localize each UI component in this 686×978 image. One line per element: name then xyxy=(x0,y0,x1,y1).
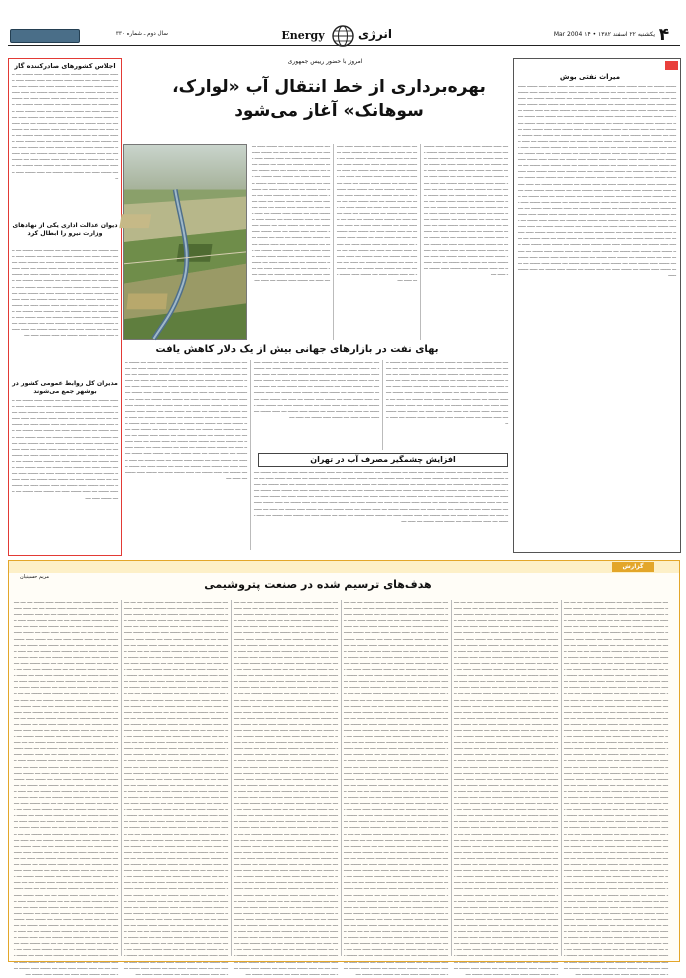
column-rule xyxy=(561,600,562,956)
column-rule xyxy=(231,600,232,956)
sub-headline: بهای نفت در بازارهای جهانی بیش از یک دلار کاهش یافت xyxy=(155,344,439,355)
right-column-body: ــــــــ ــــــــ ــــ ــــــ ــــــــ ــــــ ــــــــ ــــــ ــــــــ ــــــ ــــ ــــــــ ــــــ ــــــ ــــــــ ــــــ ــــــــ ــــ ــــــــ ــــــ ــــــــ ــــــ ــــ ــــــــ ــــــ ــــــــ ــــــ ــــــــ ــــ ــــــــ ــــــ ــــــــ ــــ ــــــ ــــــــ ــــــ ــــــــ ــــ ــــــــ ــــــ ــــ ــــــ ــــــــ ــــ ــــــــ ــــــ ــــــــ ــــ ــــــ ــــــــ ــــــ ــــــ ــــــــ ــــــ ــــــــ ــــ ــــــــ ــــــ ــــــــ ــــــ ــــ ــــــــ ــــــ ــــــــ ــــــ ــــــــ ــــ ــــــــ ــــــ ــــــــ ــــ ــــــ ــــــــ ــــــ ــــــــ ــــ ــــــــ ــــــ ــــ ــــــ ــــــــ ــــ ــــــــ ــــــ ــــــــ ــــ ــــــ ــــــــ ــــــ ــــــ ــــــــ ــــــ ــــــــ ــــ ــــــــ ــــــ ــــــــ ــــــ ــــ ــــــــ ــــــ ــــــــ ــــــ ــــــــ ــــ ــــــــ ــــــ ــــــــ ــــ ــــــ ــــــــ ــــــ ــــــــ ــــ ــــــــ ــــــ ــــ ــــــ ــــــــ ــــ ــــــــ ــــــ ــــــــ ــــ ــــــ ــــــــ ــــــ ــــــ ــــــــ ــــــ ــــــــ ــــ ــــــــ ــــــ ــــــــ ــــــ ــــ ــــــــ ــــــ ــــــــ ــــــ ــــــــ ــــ ــــــــ ــــــ ــــــــ ــــ ــــــ ــــــــ ــــــ ــــــــ ــــ ــــــــ ــــــ ــــ ــــــ ــــــــ ــــ ــــــــ ــــــ ــــــــ ــــ ــــــ ــــــــ ــــــ ــــــ ــــــــ ــــــ ــــــــ ــــ ــــــــ ــــــ ــــــــ ــــــ ــــ ــــــــ ــــــ ــــــــ ــــــ ــــــــ ــــ ــــــــ ــــــ ــــــــ ــــ ــــــ ــــــــ ــــــ ــــــــ ــــ ــــــــ ــــــ ــــ ــــــ ــــــــ ــــ ــــــــ ــــــ ــــــــ ــــ ــــــ ــــــــ ــــــ ــــــ ــــــــ ــــــ ــــــــ ــــ ــــــــ ــــــ ــــــــ ــــــ ــــ ــــــــ ــــــ ــــــــ ــــــ ــــــــ ــــ ــــــــ ــــــ ــــــــ ــــ ــــــ ــــــــ ــــــ ــــــــ ــــ ــــــــ ــــــ ــــ ــــــ ــــــــ ــــ ــــــــ ــــــ ــــــــ ــــ ــــــ ــــــــ ــــــ ــــــ ــــــــ ــــــ ــــــــ ــــ ــــــــ ــــــ ــــــــ ــــــ ــــ ــــــــ ــــــ ــــــــ ــــــ ــــــــ ــــ ــــــــ ــــــ ــــــــ ــــ ــــــ ــــــــ ــــــ ــــــــ ــــ ــــــــ ــــــ ــــ ــــــ ــــــــ ــــ ــــــــ ــــــ ــــــــ ــــ ــــــ ــــــــ ــــــ ــــــ ــــــــ ــــــ ــــــــ ــــ ــــــــ ــــــ ــــــــ ــــــ ــــ ــــــــ ــــــ ــــــــ ــــــ ــــــــ ــــ ــــــــ ــــــ ــــــــ ــــ ــــــ ــــــــ ــــــ ــــــــ ــــ ــــــــ ــــــ ــــ ــــــ ــــــــ ــــ ــــــــ ــــــ ــــــــ ــــ ــــــ ــــــــ ــــــ ــــــ ــــــــ ــــــ ــــــــ ــــ ــــــــ ــــــ ــــــــ ــــــ ــــ ــــــــ ــــــ ــــــــ ــــــ ــــــــ ــــ ــــــــ ــــــ ــــــــ ــــ ــــــ ــــــــ ــــــ ــــــــ ــــ ــــــــ ــــــ ــــ ــــــ ــــــــ ــــ ــــــــ ــــــ ــــــــ ــــ ــــــ ــــــــ ــــــ ــــــ ــــــــ ــــــ ــــــــ ــــ ــــــــ ــــــ ــــــــ ــــــ ــــ ــــــــ ــــــ ــــــــ ــــــ ــــــــ ــــ ــــــــ ــــــ ــــــــ ــــ ــــــ ــــــــ ــــــ ــــــــ ــــ ــــــــ ــــــ ــــ ــــــ ــــــــ ــــ ــــــــ ــــــ ــــــــ ــــ ــــــ ــــــــ ــــــ ــــــ ــــــــ ــــــ ــــــــ ــــ ــــــــ ــــــ ــــــــ ــــــ ــــ ــــــــ ــــــ ــــــــ ــــــ ــــــــ ــــ ــــــــ ــــــ ــــــــ ــــ ــــــ ــــــــ ــــــ ــــــــ ــــ ــــــــ ــــــ ــــ ــــــ ــــــــ ــــ ــــــــ ــــــ ــــــــ ــــ ــــــ ــــــــ ــــــ ــــــ ــــــــ ــــــ ــــــــ ــــ ــــــــ ــــــ ــــــــ ــــــ ــــ ــــــــ ــــــ ــــــــ ــــــ ــــــــ ــــ ــــــــ ــــــ ــــــــ ــــ ــــــ ــــــــ ــــــ ــــــــ ــــ ــــــــ ــــــ ــــ ــــــ ــــــــ ــــ ــــــــ ــــــ ــــــــ ــــ ــــــ ــــــــ ــــــ ــــــ ــــــــ ــــــ ــــــــ ــــ ــــــــ ــــــ ــــــــ ــــــ ــــ ــــــــ ــــــ ــــــــ ــــــ ــــــــ ــــ ــــــــ ــــــ ــــــــ ــــ ــــــ ــــــــ ــــــ ــــــــ ــــ ــــــــ ــــــ ــــ ــــــ ــــــــ ــــ ــــــــ ــــــ ــــــــ ــــ ــــــ ــــــــ ــــــ xyxy=(518,84,676,278)
column-rule xyxy=(341,600,342,956)
report-band xyxy=(9,561,679,573)
report-body-column: ــــ ــــــ ــــــــ ــــــ ــــــ ــــ ــــــــ ــــــ ــــــــ ــــ ــــ ــــــ ــــــــ ــــــ ــــــ ــــ ــــــــ ــــــ ــــــــ ــــ ــــ ــــــ ــــــــ ــــــ ــــــ ــــ ــــــــ ــــــ ــــــــ ــــ ــــ ــــــ ــــــــ ــــــ ــــــ ــــ ــــــــ ــــــ ــــــــ ــــ ــــ ــــــ ــــــــ ــــــ ــــــ ــــ ــــــــ ــــــ ــــــــ ــــ ــــ ــــــ ــــــــ ــــــ ــــــ ــــ ــــــــ ــــــ ــــــــ ــــ ــــ ــــــ ــــــــ ــــــ ــــــ ــــ ــــــــ ــــــ ــــــــ ــــ ــــ ــــــ ــــــــ ــــــ ــــــ ــــ ــــــــ ــــــ ــــــــ ــــ ــــ ــــــ ــــــــ ــــــ ــــــ ــــ ــــــــ ــــــ ــــــــ ــــ ــــ ــــــ ــــــــ ــــــ ــــــ ــــ ــــــــ ــــــ ــــــــ ــــ ــــ ــــــ ــــــــ ــــــ ــــــ ــــ ــــــــ ــــــ ــــــــ ــــ ــــ ــــــ ــــــــ ــــــ ــــــ ــــ ــــــــ ــــــ ــــــــ ــــ ــــ ــــــ ــــــــ ــــــ ــــــ ــــ ــــــــ ــــــ ــــــــ ــــ ــــ ــــــ ــــــــ ــــــ ــــــ ــــ ــــــــ ــــــ ــــــــ ــــ ــــ ــــــ ــــــــ ــــــ ــــــ ــــ ــــــــ ــــــ ــــــــ ــــ ــــ ــــــ ــــــــ ــــــ ــــــ ــــ ــــــــ ــــــ ــــــــ ــــ ــــ ــــــ ــــــــ ــــــ ــــــ ــــ ــــــــ ــــــ ــــــــ ــــ ــــ ــــــ ــــــــ ــــــ ــــــ ــــ ــــــــ ــــــ ــــــــ ــــ ــــ ــــــ ــــــــ ــــــ ــــــ ــــ ــــــــ ــــــ ــــــــ ــــ ــــ ــــــ ــــــــ ــــــ ــــــ ــــ ــــــــ ــــــ ــــــــ ــــ ــــ ــــــ ــــــــ ــــــ ــــــ ــــ ــــــــ ــــــ ــــــــ ــــ ــــ ــــــ ــــــــ ــــــ ــــــ ــــ ــــــــ ــــــ ــــــــ ــــ ــــ ــــــ ــــــــ ــــــ ــــــ ــــ ــــــــ ــــــ ــــــــ ــــ ــــ ــــــ ــــــــ ــــــ ــــــ ــــ ــــــــ ــــــ ــــــــ ــــ ــــ ــــــ ــــــــ ــــــ ــــــ ــــ ــــــــ ــــــ ــــــــ ــــ ــــ ــــــ ــــــــ ــــــ ــــــ ــــ ــــــــ ــــــ ــــــــ ــــ ــــ ــــــ ــــــــ ــــــ ــــــ ــــ ــــــــ ــــــ ــــــــ ــــ ــــ ــــــ ــــــــ ــــــ ــــــ ــــ ــــــــ ــــــ ــــــــ ــــ ــــ ــــــ ــــــــ ــــــ ــــــ ــــ ــــــــ ــــــ ــــــــ ــــ ــــ ــــــ ــــــــ ــــــ ــــــ ــــ ــــــــ ــــــ ــــــــ ــــ ــــ ــــــ ــــــــ ــــــ ــــــ ــــ ــــــــ ــــــ ــــــــ ــــ ــــ ــــــ ــــــــ ــــــ ــــــ ــــ ــــــــ ــــــ ــــــــ ــــ ــــ ــــــ ــــــــ ــــــ ــــــ ــــ ــــــــ ــــــ ــــــــ ــــ ــــ ــــــ ــــــــ ــــــ ــــــ ــــ ــــــــ ــــــ ــــــــ ــــ ــــ ــــــ ــــــــ ــــــ ــــــ ــــ ــــــــ ــــــ ــــــــ ــــ ــــ ــــــ ــــــــ ــــــ ــــــ ــــ ــــــــ ــــــ ــــــــ ــــ ــــ ــــــ ــــــــ ــــــ ــــــ ــــ ــــــــ ــــــ ــــــــ ــــ ــــ ــــــ ــــــــ ــــــ ــــــ ــــ ــــــــ ــــــ ــــــــ ــــ ــــ ــــــ ــــــــ ــــــ ــــــ ــــ ــــــــ ــــــ ــــــــ ــــ ــــ ــــــ ــــــــ ــــــ ــــــ ــــ ــــــــ ــــــ ــــــــ ــــ ــــ ــــــ ــــــــ ــــــ ــــــ ــــ ــــــــ ــــــ ــــــــ ــــ ــــ ــــــ ــــــــ ــــــ ــــــ ــــ ــــــــ ــــــ ــــــــ ــــ ــــ ــــــ ــــــــ ــــــ ــــــ ــــ ــــــــ ــــــ ــــــــ ــــ ــــ ــــــ ــــــــ ــــــ ــــــ ــــ ــــــــ ــــــ ــــــــ ــــ ــــ ــــــ ــــــــ ــــــ ــــــ ــــ ــــــــ ــــــ ــــــــ ــــ ــــ ــــــ ــــــــ ــــــ ــــــ ــــ ــــــــ ــــــ ــــــــ ــــ ــــ ــــــ ــــــــ ــــــ ــــــ ــــ ــــــــ ــــــ ــــــــ ــــ ــــ ــــــ ــــــــ ــــــ ــــــ ــــ ــــــــ ــــــ ــــــــ ــــ ــــ ــــــ ــــــــ ــــــ ــــــ ــــ ــــــــ ــــــ ــــــــ ــــ ــــ ــــــ ــــــــ ــــــ ــــــ ــــ ــــــــ ــــــ ــــــــ ــــ ــــ ــــــ ــــــــ ــــــ ــــــ ــــ ــــــــ ــــــ ــــــــ ــــ ــــ ــــــ ــــــــ ــــــ ــــــ ــــ ــــــــ ــــــ ــــــــ ــــ ــــ ــــــ ــــــــ ــــــ ــــــ ــــ ــــــــ ــــــ ــــــــ ــــ ــــ ــــــ ــــــــ ــــــ ــــــ ــــ ــــــــ ــــــ ــــــــ ــــ ــــ ــــــ ــــــــ ــــــ ــــــ ــــ ــــــــ ــــــ ــــــــ ــــ ــــ ــــــ ــــــــ ــــــ ــــــ ــــ ــــــــ ــــــ ــــــــ ــــ ــــ ــــــ ــــــــ ــــــ ــــــ ــــ ــــــــ ــــــ ــــــــ ــــ ــــ ــــــ ــــــــ ــــــ ــــــ ــــ ــــــــ ــــــ ــــــــ ــــ ــــ ــــــ ــــــــ ــــــ ــــــ ــــ ــــــــ ــــــ ــــــــ ــــ ــــ ــــــ ــــــــ ــــــ ــــــ ــــ ــــــــ ــــــ ــــــــ ــــ ــــ ــــــ ــــــــ ــــــ ــــــ ــــ ــــــــ ــــــ ــــــــ ــــ ــــ ــــــ ــــــــ ــــــ ــــــ ــــ ــــــــ ــــــ ــــــــ ــــ ــــ ــــــ ــــــــ ــــــ ــــــ ــــ ــــــــ ــــــ ــــــــ ــــ ــــ ــــــ ــــــــ ــــــ ــــــ ــــ ــــــــ ــــــ ــــــــ ــــ ــــ ــــــ ــــــــ ــــــ ــــــ ــــ ــــــــ ــــــ ــــــــ ــــ ــــ ــــــ ــــــــ ــــــ ــــــ ــــ ــــــــ ــــــ ــــــــ ــــ ــــ ــــــ ــــــــ ــــــ ــــــ ــــ ــــــــ ــــــ ــــــــ ــــ ــــ ــــــ ــــــــ ــــــ ــــــ ــــ ــــــــ ــــــ ــــــــ ــــ ــــ ــــــ ــــــــ ــــــ ــــــ ــــ ــــــــ ــــــ ــــــــ ــــ ــــ ــــــ ــــــــ ــــــ ــــــ ــــ ــــــــ ــــــ ــــــــ ــــ xyxy=(454,600,558,977)
column-tag xyxy=(665,61,678,70)
section-title-en: Energy xyxy=(281,29,325,42)
report-title: هدف‌های ترسیم شده در صنعت پتروشیمی xyxy=(204,578,432,591)
column-rule xyxy=(121,600,122,956)
date-line: یکشنبه ۲۲ اسفند ۱۳۸۲ • ۱۴ Mar 2004 xyxy=(553,31,655,38)
column-rule xyxy=(451,600,452,956)
report-byline: مریم حسینیان xyxy=(20,574,50,580)
left-heading-2: دیوان عدالت اداری یکی از نهادهای وزارت نیرو را ابطال کرد xyxy=(12,222,118,237)
water-box-title: افزایش چشمگیر مصرف آب در تهران xyxy=(310,455,456,464)
left-body-3: ــــــ ــــــــ ــــ ــــــ ــــــــ ــــــ ــــ ــــــــ ــــــ ــــــــ ــــ ــــــ ــــــــ ــــــ ــــ ــــــــ ــــــ ــــــــ ــــ ــــــ ــــــــ ــــــ ــــ ــــــــ ــــــ ــــــــ ــــ ــــــ ــــــــ ــــــ ــــ ــــــــ ــــــ ــــــــ ــــ ــــــ ــــــــ ــــــ ــــ ــــــــ ــــــ ــــــــ ــــ ــــــ ــــــــ ــــــ ــــ ــــــــ ــــــ ــــــــ ــــ ــــــ ــــــــ ــــــ ــــ ــــــــ ــــــ ــــــــ ــــ ــــــ ــــــــ ــــــ ــــ ــــــــ ــــــ ــــــــ ــــ ــــــ ــــــــ ــــــ ــــ ــــــــ ــــــ ــــــــ ــــ ــــــ ــــــــ ــــــ ــــ ــــــــ ــــــ ــــــــ ــــ ــــــ ــــــــ ــــــ ــــ ــــــــ ــــــ ــــــــ ــــ ــــــ ــــــــ ــــــ ــــ ــــــــ ــــــ ــــــــ ــــ ــــــ ــــــــ ــــــ ــــ ــــــــ ــــــ ــــــــ ــــ ــــــ ــــــــ ــــــ ــــ ــــــــ ــــــ ــــــــ ــــ ــــــ ــــــــ ــــــ ــــ ــــــــ ــــــ ــــــــ ــــ ــــــ ــــــــ ــــــ ــــ ــــــــ ــــــ ــــــــ ــــ ــــــ ــــــــ ــــــ ــــ ــــــــ ــــــ ــــــــ ــــ ــــــ ــــــــ ــــــ ــــ ــــــــ ــــــ ــــــــ ــــ ــــــ ــــــــ ــــــ ــــ ــــــــ ــــــ ــــــــ ــــ ــــــ ــــــــ ــــــ ــــ ــــــــ ــــــ ــــــــ ــــ ــــــ ــــــــ ــــــ ــــ ــــــــ ــــــ ــــــــ ــــ ــــــ ــــــــ ــــــ ــــ ــــــــ ــــــ ــــــــ ــــ ــــــ ــــــــ ــــــ ــــ xyxy=(12,398,118,501)
oil-story-col-3: ــــ ــــــ ــــــــ ــــــ ــــــ ــــ ــــــــ ــــــ ــــــــ ــــ ــــــ ــــ ــــــــ ــــــ ــــ ــــــــ ــــــ ــــــــ ــــ ــــــ ــــــــ ــــ ــــــ ــــــــ ــــــ ــــ ــــــــ ــــــ ــــــــ ــــ ــــــ ــــ ــــــــ ــــــ ــــ ــــــــ ــــــ ــــــــ ــــ ــــــ ــــــــ ــــ ــــــ ــــــــ ــــــ ــــ ــــــــ ــــــ ــــــــ ــــ ــــــ ــــ ــــــــ ــــــ ــــ ــــــــ ــــــ ــــــــ ــــ ــــــ ــــــــ ــــ ــــــ ــــــــ ــــــ ــــ ــــــــ ــــــ ــــــــ ــــ ــــــ ــــ ــــــــ ــــــ ــــ ــــــــ ــــــ ــــــــ ــــ ــــــ ــــــــ ــــ ــــــ ــــــــ ــــــ ــــ ــــــــ ــــــ ــــــــ ــــ ــــــ ــــ ــــــــ ــــــ ــــ ــــــــ ــــــ ــــــــ ــــ ــــــ ــــــــ ــــ ــــــ ــــــــ ــــــ ــــ ــــــــ ــــــ ــــــــ ــــ ــــــ ــــ ــــــــ ــــــ ــــ ــــــــ ــــــ ــــــــ ــــ ــــــ ــــــــ ــــ ــــــ ــــــــ ــــــ ــــ ــــــــ ــــــ ــــــــ ــــ ــــــ ــــ xyxy=(386,360,508,426)
report-body-column: ــــ ــــــ ــــــــ ــــــ ــــــ ــــ ــــــــ ــــــ ــــــــ ــــ ــــ ــــــ ــــــــ ــــــ ــــــ ــــ ــــــــ ــــــ ــــــــ ــــ ــــ ــــــ ــــــــ ــــــ ــــــ ــــ ــــــــ ــــــ ــــــــ ــــ ــــ ــــــ ــــــــ ــــــ ــــــ ــــ ــــــــ ــــــ ــــــــ ــــ ــــ ــــــ ــــــــ ــــــ ــــــ ــــ ــــــــ ــــــ ــــــــ ــــ ــــ ــــــ ــــــــ ــــــ ــــــ ــــ ــــــــ ــــــ ــــــــ ــــ ــــ ــــــ ــــــــ ــــــ ــــــ ــــ ــــــــ ــــــ ــــــــ ــــ ــــ ــــــ ــــــــ ــــــ ــــــ ــــ ــــــــ ــــــ ــــــــ ــــ ــــ ــــــ ــــــــ ــــــ ــــــ ــــ ــــــــ ــــــ ــــــــ ــــ ــــ ــــــ ــــــــ ــــــ ــــــ ــــ ــــــــ ــــــ ــــــــ ــــ ــــ ــــــ ــــــــ ــــــ ــــــ ــــ ــــــــ ــــــ ــــــــ ــــ ــــ ــــــ ــــــــ ــــــ ــــــ ــــ ــــــــ ــــــ ــــــــ ــــ ــــ ــــــ ــــــــ ــــــ ــــــ ــــ ــــــــ ــــــ ــــــــ ــــ ــــ ــــــ ــــــــ ــــــ ــــــ ــــ ــــــــ ــــــ ــــــــ ــــ ــــ ــــــ ــــــــ ــــــ ــــــ ــــ ــــــــ ــــــ ــــــــ ــــ ــــ ــــــ ــــــــ ــــــ ــــــ ــــ ــــــــ ــــــ ــــــــ ــــ ــــ ــــــ ــــــــ ــــــ ــــــ ــــ ــــــــ ــــــ ــــــــ ــــ ــــ ــــــ ــــــــ ــــــ ــــــ ــــ ــــــــ ــــــ ــــــــ ــــ ــــ ــــــ ــــــــ ــــــ ــــــ ــــ ــــــــ ــــــ ــــــــ ــــ ــــ ــــــ ــــــــ ــــــ ــــــ ــــ ــــــــ ــــــ ــــــــ ــــ ــــ ــــــ ــــــــ ــــــ ــــــ ــــ ــــــــ ــــــ ــــــــ ــــ ــــ ــــــ ــــــــ ــــــ ــــــ ــــ ــــــــ ــــــ ــــــــ ــــ ــــ ــــــ ــــــــ ــــــ ــــــ ــــ ــــــــ ــــــ ــــــــ ــــ ــــ ــــــ ــــــــ ــــــ ــــــ ــــ ــــــــ ــــــ ــــــــ ــــ ــــ ــــــ ــــــــ ــــــ ــــــ ــــ ــــــــ ــــــ ــــــــ ــــ ــــ ــــــ ــــــــ ــــــ ــــــ ــــ ــــــــ ــــــ ــــــــ ــــ ــــ ــــــ ــــــــ ــــــ ــــــ ــــ ــــــــ ــــــ ــــــــ ــــ ــــ ــــــ ــــــــ ــــــ ــــــ ــــ ــــــــ ــــــ ــــــــ ــــ ــــ ــــــ ــــــــ ــــــ ــــــ ــــ ــــــــ ــــــ ــــــــ ــــ ــــ ــــــ ــــــــ ــــــ ــــــ ــــ ــــــــ ــــــ ــــــــ ــــ ــــ ــــــ ــــــــ ــــــ ــــــ ــــ ــــــــ ــــــ ــــــــ ــــ ــــ ــــــ ــــــــ ــــــ ــــــ ــــ ــــــــ ــــــ ــــــــ ــــ ــــ ــــــ ــــــــ ــــــ ــــــ ــــ ــــــــ ــــــ ــــــــ ــــ ــــ ــــــ ــــــــ ــــــ ــــــ ــــ ــــــــ ــــــ ــــــــ ــــ ــــ ــــــ ــــــــ ــــــ ــــــ ــــ ــــــــ ــــــ ــــــــ ــــ ــــ ــــــ ــــــــ ــــــ ــــــ ــــ ــــــــ ــــــ ــــــــ ــــ ــــ ــــــ ــــــــ ــــــ ــــــ ــــ ــــــــ ــــــ ــــــــ ــــ ــــ ــــــ ــــــــ ــــــ ــــــ ــــ ــــــــ ــــــ ــــــــ ــــ ــــ ــــــ ــــــــ ــــــ ــــــ ــــ ــــــــ ــــــ ــــــــ ــــ ــــ ــــــ ــــــــ ــــــ ــــــ ــــ ــــــــ ــــــ ــــــــ ــــ ــــ ــــــ ــــــــ ــــــ ــــــ ــــ ــــــــ ــــــ ــــــــ ــــ ــــ ــــــ ــــــــ ــــــ ــــــ ــــ ــــــــ ــــــ ــــــــ ــــ ــــ ــــــ ــــــــ ــــــ ــــــ ــــ ــــــــ ــــــ ــــــــ ــــ ــــ ــــــ ــــــــ ــــــ ــــــ ــــ ــــــــ ــــــ ــــــــ ــــ ــــ ــــــ ــــــــ ــــــ ــــــ ــــ ــــــــ ــــــ ــــــــ ــــ ــــ ــــــ ــــــــ ــــــ ــــــ ــــ ــــــــ ــــــ ــــــــ ــــ ــــ ــــــ ــــــــ ــــــ ــــــ ــــ ــــــــ ــــــ ــــــــ ــــ ــــ ــــــ ــــــــ ــــــ ــــــ ــــ ــــــــ ــــــ ــــــــ ــــ ــــ ــــــ ــــــــ ــــــ ــــــ ــــ ــــــــ ــــــ ــــــــ ــــ ــــ ــــــ ــــــــ ــــــ ــــــ ــــ ــــــــ ــــــ ــــــــ ــــ ــــ ــــــ ــــــــ ــــــ ــــــ ــــ ــــــــ ــــــ ــــــــ ــــ ــــ ــــــ ــــــــ ــــــ ــــــ ــــ ــــــــ ــــــ ــــــــ ــــ ــــ ــــــ ــــــــ ــــــ ــــــ ــــ ــــــــ ــــــ ــــــــ ــــ ــــ ــــــ ــــــــ ــــــ ــــــ ــــ ــــــــ ــــــ ــــــــ ــــ ــــ ــــــ ــــــــ ــــــ ــــــ ــــ ــــــــ ــــــ ــــــــ ــــ ــــ ــــــ ــــــــ ــــــ ــــــ ــــ ــــــــ ــــــ ــــــــ ــــ ــــ ــــــ ــــــــ ــــــ ــــــ ــــ ــــــــ ــــــ ــــــــ ــــ ــــ ــــــ ــــــــ ــــــ ــــــ ــــ ــــــــ ــــــ ــــــــ ــــ ــــ ــــــ ــــــــ ــــــ ــــــ ــــ ــــــــ ــــــ ــــــــ ــــ ــــ ــــــ ــــــــ ــــــ ــــــ ــــ ــــــــ ــــــ ــــــــ ــــ ــــ ــــــ ــــــــ ــــــ ــــــ ــــ ــــــــ ــــــ ــــــــ ــــ ــــ ــــــ ــــــــ ــــــ ــــــ ــــ ــــــــ ــــــ ــــــــ ــــ ــــ ــــــ ــــــــ ــــــ ــــــ ــــ ــــــــ ــــــ ــــــــ ــــ ــــ ــــــ ــــــــ ــــــ ــــــ ــــ ــــــــ ــــــ ــــــــ ــــ ــــ ــــــ ــــــــ ــــــ ــــــ ــــ ــــــــ ــــــ ــــــــ ــــ ــــ ــــــ ــــــــ ــــــ ــــــ ــــ ــــــــ ــــــ ــــــــ ــــ ــــ ــــــ ــــــــ ــــــ ــــــ ــــ ــــــــ ــــــ ــــــــ ــــ ــــ ــــــ ــــــــ ــــــ ــــــ ــــ ــــــــ ــــــ ــــــــ ــــ ــــ ــــــ ــــــــ ــــــ ــــــ ــــ ــــــــ ــــــ ــــــــ ــــ ــــ ــــــ ــــــــ ــــــ ــــــ ــــ ــــــــ ــــــ ــــــــ ــــ xyxy=(234,600,338,977)
headline-kicker: امروز با حضور رییس جمهوری xyxy=(287,58,363,65)
newspaper-logo xyxy=(10,29,80,43)
column-rule xyxy=(382,360,383,450)
oil-story-col-1: ــــ ــــــ ــــــــ ــــــ ــــــ ــــ ــــــــ ــــــ ــــــــ ــــ ــــــ ــــ ــــــــ ــــــ ــــ ــــــــ ــــــ ــــــــ ــــ ــــــ ــــــــ ــــ ــــــ ــــــــ ــــــ ــــ ــــــــ ــــــ ــــــــ ــــ ــــــ ــــ ــــــــ ــــــ ــــ ــــــــ ــــــ ــــــــ ــــ ــــــ ــــــــ ــــ ــــــ ــــــــ ــــــ ــــ ــــــــ ــــــ ــــــــ ــــ ــــــ ــــ ــــــــ ــــــ ــــ ــــــــ ــــــ ــــــــ ــــ ــــــ ــــــــ ــــ ــــــ ــــــــ ــــــ ــــ ــــــــ ــــــ ــــــــ ــــ ــــــ ــــ ــــــــ ــــــ ــــ ــــــــ ــــــ ــــــــ ــــ ــــــ ــــــــ ــــ ــــــ ــــــــ ــــــ ــــ ــــــــ ــــــ ــــــــ ــــ ــــــ ــــ ــــــــ ــــــ ــــ ــــــــ ــــــ ــــــــ ــــ ــــــ ــــــــ ــــ ــــــ ــــــــ ــــــ ــــ ــــــــ ــــــ ــــــــ ــــ ــــــ ــــ ــــــــ ــــــ ــــ ــــــــ ــــــ ــــــــ ــــ ــــــ ــــــــ ــــ ــــــ ــــــــ ــــــ ــــ ــــــــ ــــــ ــــــــ ــــ ــــــ ــــ ــــــــ ــــــ ــــ ــــــــ ــــــ ــــــــ ــــ ــــــ ــــــــ ــــ ــــــ ــــــــ ــــــ ــــ ــــــــ ــــــ ــــــــ ــــ ــــــ ــــ ــــــــ ــــــ ــــ ــــــــ ــــــ ــــــــ ــــ ــــــ ــــــــ ــــ ــــــ ــــــــ ــــــ ــــ ــــــــ ــــــ ــــــــ ــــ ــــــ ــــ ــــــــ ــــــ ــــ ــــــــ ــــــ ــــــــ ــــ ــــــ ــــــــ ــــ ــــــ ــــــــ ــــــ ــــ ــــــــ ــــــ ــــــــ ــــ ــــــ ــــ ــــــــ ــــــ ــــ ــــــــ ــــــ ــــــــ ــــ ــــــ ــــــــ ــــ ــــــ ــــــــ ــــــ ــــ ــــــــ ــــــ ــــــــ ــــ ــــــ ــــ ــــــــ ــــــ ــــ ــــــــ ــــــ ــــــــ ــــ ــــــ ــــــــ ــــ ــــــ ــــــــ ــــــ ــــ ــــــــ ــــــ ــــــــ ــــ ــــــ ــــ ــــــــ ــــــ ــــ ــــــــ ــــــ ــــــــ ــــ ــــــ ــــــــ ــــ ــــــ ــــــــ ــــــ ــــ ــــــــ ــــــ ــــــــ ــــ ــــــ ــــ xyxy=(125,360,247,481)
report-body-column: ــــ ــــــ ــــــــ ــــــ ــــــ ــــ ــــــــ ــــــ ــــــــ ــــ ــــ ــــــ ــــــــ ــــــ ــــــ ــــ ــــــــ ــــــ ــــــــ ــــ ــــ ــــــ ــــــــ ــــــ ــــــ ــــ ــــــــ ــــــ ــــــــ ــــ ــــ ــــــ ــــــــ ــــــ ــــــ ــــ ــــــــ ــــــ ــــــــ ــــ ــــ ــــــ ــــــــ ــــــ ــــــ ــــ ــــــــ ــــــ ــــــــ ــــ ــــ ــــــ ــــــــ ــــــ ــــــ ــــ ــــــــ ــــــ ــــــــ ــــ ــــ ــــــ ــــــــ ــــــ ــــــ ــــ ــــــــ ــــــ ــــــــ ــــ ــــ ــــــ ــــــــ ــــــ ــــــ ــــ ــــــــ ــــــ ــــــــ ــــ ــــ ــــــ ــــــــ ــــــ ــــــ ــــ ــــــــ ــــــ ــــــــ ــــ ــــ ــــــ ــــــــ ــــــ ــــــ ــــ ــــــــ ــــــ ــــــــ ــــ ــــ ــــــ ــــــــ ــــــ ــــــ ــــ ــــــــ ــــــ ــــــــ ــــ ــــ ــــــ ــــــــ ــــــ ــــــ ــــ ــــــــ ــــــ ــــــــ ــــ ــــ ــــــ ــــــــ ــــــ ــــــ ــــ ــــــــ ــــــ ــــــــ ــــ ــــ ــــــ ــــــــ ــــــ ــــــ ــــ ــــــــ ــــــ ــــــــ ــــ ــــ ــــــ ــــــــ ــــــ ــــــ ــــ ــــــــ ــــــ ــــــــ ــــ ــــ ــــــ ــــــــ ــــــ ــــــ ــــ ــــــــ ــــــ ــــــــ ــــ ــــ ــــــ ــــــــ ــــــ ــــــ ــــ ــــــــ ــــــ ــــــــ ــــ ــــ ــــــ ــــــــ ــــــ ــــــ ــــ ــــــــ ــــــ ــــــــ ــــ ــــ ــــــ ــــــــ ــــــ ــــــ ــــ ــــــــ ــــــ ــــــــ ــــ ــــ ــــــ ــــــــ ــــــ ــــــ ــــ ــــــــ ــــــ ــــــــ ــــ ــــ ــــــ ــــــــ ــــــ ــــــ ــــ ــــــــ ــــــ ــــــــ ــــ ــــ ــــــ ــــــــ ــــــ ــــــ ــــ ــــــــ ــــــ ــــــــ ــــ ــــ ــــــ ــــــــ ــــــ ــــــ ــــ ــــــــ ــــــ ــــــــ ــــ ــــ ــــــ ــــــــ ــــــ ــــــ ــــ ــــــــ ــــــ ــــــــ ــــ ــــ ــــــ ــــــــ ــــــ ــــــ ــــ ــــــــ ــــــ ــــــــ ــــ ــــ ــــــ ــــــــ ــــــ ــــــ ــــ ــــــــ ــــــ ــــــــ ــــ ــــ ــــــ ــــــــ ــــــ ــــــ ــــ ــــــــ ــــــ ــــــــ ــــ ــــ ــــــ ــــــــ ــــــ ــــــ ــــ ــــــــ ــــــ ــــــــ ــــ ــــ ــــــ ــــــــ ــــــ ــــــ ــــ ــــــــ ــــــ ــــــــ ــــ ــــ ــــــ ــــــــ ــــــ ــــــ ــــ ــــــــ ــــــ ــــــــ ــــ ــــ ــــــ ــــــــ ــــــ ــــــ ــــ ــــــــ ــــــ ــــــــ ــــ ــــ ــــــ ــــــــ ــــــ ــــــ ــــ ــــــــ ــــــ ــــــــ ــــ ــــ ــــــ ــــــــ ــــــ ــــــ ــــ ــــــــ ــــــ ــــــــ ــــ ــــ ــــــ ــــــــ ــــــ ــــــ ــــ ــــــــ ــــــ ــــــــ ــــ ــــ ــــــ ــــــــ ــــــ ــــــ ــــ ــــــــ ــــــ ــــــــ ــــ ــــ ــــــ ــــــــ ــــــ ــــــ ــــ ــــــــ ــــــ ــــــــ ــــ ــــ ــــــ ــــــــ ــــــ ــــــ ــــ ــــــــ ــــــ ــــــــ ــــ ــــ ــــــ ــــــــ ــــــ ــــــ ــــ ــــــــ ــــــ ــــــــ ــــ ــــ ــــــ ــــــــ ــــــ ــــــ ــــ ــــــــ ــــــ ــــــــ ــــ ــــ ــــــ ــــــــ ــــــ ــــــ ــــ ــــــــ ــــــ ــــــــ ــــ ــــ ــــــ ــــــــ ــــــ ــــــ ــــ ــــــــ ــــــ ــــــــ ــــ ــــ ــــــ ــــــــ ــــــ ــــــ ــــ ــــــــ ــــــ ــــــــ ــــ ــــ ــــــ ــــــــ ــــــ ــــــ ــــ ــــــــ ــــــ ــــــــ ــــ ــــ ــــــ ــــــــ ــــــ ــــــ ــــ ــــــــ ــــــ ــــــــ ــــ ــــ ــــــ ــــــــ ــــــ ــــــ ــــ ــــــــ ــــــ ــــــــ ــــ ــــ ــــــ ــــــــ ــــــ ــــــ ــــ ــــــــ ــــــ ــــــــ ــــ ــــ ــــــ ــــــــ ــــــ ــــــ ــــ ــــــــ ــــــ ــــــــ ــــ ــــ ــــــ ــــــــ ــــــ ــــــ ــــ ــــــــ ــــــ ــــــــ ــــ ــــ ــــــ ــــــــ ــــــ ــــــ ــــ ــــــــ ــــــ ــــــــ ــــ ــــ ــــــ ــــــــ ــــــ ــــــ ــــ ــــــــ ــــــ ــــــــ ــــ ــــ ــــــ ــــــــ ــــــ ــــــ ــــ ــــــــ ــــــ ــــــــ ــــ ــــ ــــــ ــــــــ ــــــ ــــــ ــــ ــــــــ ــــــ ــــــــ ــــ ــــ ــــــ ــــــــ ــــــ ــــــ ــــ ــــــــ ــــــ ــــــــ ــــ ــــ ــــــ ــــــــ ــــــ ــــــ ــــ ــــــــ ــــــ ــــــــ ــــ ــــ ــــــ ــــــــ ــــــ ــــــ ــــ ــــــــ ــــــ ــــــــ ــــ ــــ ــــــ ــــــــ ــــــ ــــــ ــــ ــــــــ ــــــ ــــــــ ــــ ــــ ــــــ ــــــــ ــــــ ــــــ ــــ ــــــــ ــــــ ــــــــ ــــ ــــ ــــــ ــــــــ ــــــ ــــــ ــــ ــــــــ ــــــ ــــــــ ــــ ــــ ــــــ ــــــــ ــــــ ــــــ ــــ ــــــــ ــــــ ــــــــ ــــ ــــ ــــــ ــــــــ ــــــ ــــــ ــــ ــــــــ ــــــ ــــــــ ــــ ــــ ــــــ ــــــــ ــــــ ــــــ ــــ ــــــــ ــــــ ــــــــ ــــ ــــ ــــــ ــــــــ ــــــ ــــــ ــــ ــــــــ ــــــ ــــــــ ــــ ــــ ــــــ ــــــــ ــــــ ــــــ ــــ ــــــــ ــــــ ــــــــ ــــ ــــ ــــــ ــــــــ ــــــ ــــــ ــــ ــــــــ ــــــ ــــــــ ــــ ــــ ــــــ ــــــــ ــــــ ــــــ ــــ ــــــــ ــــــ ــــــــ ــــ ــــ ــــــ ــــــــ ــــــ ــــــ ــــ ــــــــ ــــــ ــــــــ ــــ ــــ ــــــ ــــــــ ــــــ ــــــ ــــ ــــــــ ــــــ ــــــــ ــــ ــــ ــــــ ــــــــ ــــــ ــــــ ــــ ــــــــ ــــــ ــــــــ ــــ ــــ ــــــ ــــــــ ــــــ ــــــ ــــ ــــــــ ــــــ ــــــــ ــــ ــــ ــــــ ــــــــ ــــــ ــــــ ــــ ــــــــ ــــــ ــــــــ ــــ xyxy=(564,600,668,977)
main-story-col-1: ــــ ــــــ ــــــــ ــــــ ــــــ ــــ ــــــــ ــــــ ــــــــ ــــ ــــــ ــــ ــــــــ ــــــ ــــ ــــــــ ــــــ ــــــــ ــــ ــــــ ــــــــ ــــ ــــــ ــــــــ ــــــ ــــ ــــــــ ــــــ ــــــــ ــــ ــــــ ــــ ــــــــ ــــــ ــــ ــــــــ ــــــ ــــــــ ــــ ــــــ ــــــــ ــــ ــــــ ــــــــ ــــــ ــــ ــــــــ ــــــ ــــــــ ــــ ــــــ ــــ ــــــــ ــــــ ــــ ــــــــ ــــــ ــــــــ ــــ ــــــ ــــــــ ــــ ــــــ ــــــــ ــــــ ــــ ــــــــ ــــــ ــــــــ ــــ ــــــ ــــ ــــــــ ــــــ ــــ ــــــــ ــــــ ــــــــ ــــ ــــــ ــــــــ ــــ ــــــ ــــــــ ــــــ ــــ ــــــــ ــــــ ــــــــ ــــ ــــــ ــــ ــــــــ ــــــ ــــ ــــــــ ــــــ ــــــــ ــــ ــــــ ــــــــ ــــ ــــــ ــــــــ ــــــ ــــ ــــــــ ــــــ ــــــــ ــــ ــــــ ــــ ــــــــ ــــــ ــــ ــــــــ ــــــ ــــــــ ــــ ــــــ ــــــــ ــــ ــــــ ــــــــ ــــــ ــــ ــــــــ ــــــ ــــــــ ــــ ــــــ ــــ ــــــــ ــــــ ــــ ــــــــ ــــــ ــــــــ ــــ ــــــ ــــــــ ــــ ــــــ ــــــــ ــــــ ــــ ــــــــ ــــــ ــــــــ ــــ ــــــ ــــ ــــــــ ــــــ ــــ ــــــــ ــــــ ــــــــ ــــ ــــــ ــــــــ ــــ ــــــ ــــــــ ــــــ ــــ ــــــــ ــــــ ــــــــ ــــ ــــــ ــــ ــــــــ ــــــ ــــ ــــــــ ــــــ ــــــــ ــــ ــــــ ــــــــ ــــ ــــــ ــــــــ ــــــ ــــ ــــــــ ــــــ ــــــــ ــــ ــــــ ــــ xyxy=(252,144,330,284)
report-tag: گزارش xyxy=(612,562,654,572)
globe-icon xyxy=(331,24,355,48)
issue-line: سال دوم ـ شماره ۳۳۰ xyxy=(115,31,168,37)
column-rule xyxy=(250,360,251,550)
column-rule xyxy=(420,144,421,340)
left-body-1: ــــــ ــــــــ ــــ ــــــ ــــــــ ــــــ ــــ ــــــــ ــــــ ــــــــ ــــ ــــــ ــــــــ ــــــ ــــ ــــــــ ــــــ ــــــــ ــــ ــــــ ــــــــ ــــــ ــــ ــــــــ ــــــ ــــــــ ــــ ــــــ ــــــــ ــــــ ــــ ــــــــ ــــــ ــــــــ ــــ ــــــ ــــــــ ــــــ ــــ ــــــــ ــــــ ــــــــ ــــ ــــــ ــــــــ ــــــ ــــ ــــــــ ــــــ ــــــــ ــــ ــــــ ــــــــ ــــــ ــــ ــــــــ ــــــ ــــــــ ــــ ــــــ ــــــــ ــــــ ــــ ــــــــ ــــــ ــــــــ ــــ ــــــ ــــــــ ــــــ ــــ ــــــــ ــــــ ــــــــ ــــ ــــــ ــــــــ ــــــ ــــ ــــــــ ــــــ ــــــــ ــــ ــــــ ــــــــ ــــــ ــــ ــــــــ ــــــ ــــــــ ــــ ــــــ ــــــــ ــــــ ــــ ــــــــ ــــــ ــــــــ ــــ ــــــ ــــــــ ــــــ ــــ ــــــــ ــــــ ــــــــ ــــ ــــــ ــــــــ ــــــ ــــ ــــــــ ــــــ ــــــــ ــــ ــــــ ــــــــ ــــــ ــــ ــــــــ ــــــ ــــــــ ــــ ــــــ ــــــــ ــــــ ــــ ــــــــ ــــــ ــــــــ ــــ ــــــ ــــــــ ــــــ ــــ ــــــــ ــــــ ــــــــ ــــ ــــــ ــــــــ ــــــ ــــ ــــــــ ــــــ ــــــــ ــــ ــــــ ــــــــ ــــــ ــــ ــــــــ ــــــ ــــــــ ــــ ــــــ ــــــــ ــــــ ــــ ــــــــ ــــــ ــــــــ ــــ ــــــ ــــــــ ــــــ ــــ ــــــــ ــــــ ــــــــ ــــ ــــــ ــــــــ ــــــ ــــ ــــــــ ــــــ ــــــــ ــــ ــــــ ــــــــ ــــــ ــــ ــــــــ ــــــ ــــــــ ــــ ــــــ ــــــــ ــــــ ــــ xyxy=(12,72,118,181)
page-number: ۴ xyxy=(658,25,670,45)
right-column-title: میراث نفتی بوش xyxy=(559,73,621,81)
oil-story-col-2: ــــ ــــــ ــــــــ ــــــ ــــــ ــــ ــــــــ ــــــ ــــــــ ــــ ــــــ ــــ ــــــــ ــــــ ــــ ــــــــ ــــــ ــــــــ ــــ ــــــ ــــــــ ــــ ــــــ ــــــــ ــــــ ــــ ــــــــ ــــــ ــــــــ ــــ ــــــ ــــ ــــــــ ــــــ ــــ ــــــــ ــــــ ــــــــ ــــ ــــــ ــــــــ ــــ ــــــ ــــــــ ــــــ ــــ ــــــــ ــــــ ــــــــ ــــ ــــــ ــــ ــــــــ ــــــ ــــ ــــــــ ــــــ ــــــــ ــــ ــــــ ــــــــ ــــ ــــــ ــــــــ ــــــ ــــ ــــــــ ــــــ ــــــــ ــــ ــــــ ــــ ــــــــ ــــــ ــــ ــــــــ ــــــ ــــــــ ــــ ــــــ ــــــــ ــــ ــــــ ــــــــ ــــــ ــــ ــــــــ ــــــ ــــــــ ــــ ــــــ ــــ ــــــــ ــــــ ــــ ــــــــ ــــــ ــــــــ ــــ ــــــ ــــــــ ــــ ــــــ ــــــــ ــــــ ــــ ــــــــ ــــــ ــــــــ ــــ ــــــ ــــ ــــــــ ــــــ ــــ ــــــــ ــــــ ــــــــ ــــ ــــــ ــــــــ ــــ ــــــ ــــــــ ــــــ ــــ ــــــــ ــــــ ــــــــ ــــ ــــــ ــــ xyxy=(254,360,379,420)
column-rule xyxy=(333,144,334,340)
main-story-col-2: ــــ ــــــ ــــــــ ــــــ ــــــ ــــ ــــــــ ــــــ ــــــــ ــــ ــــــ ــــ ــــــــ ــــــ ــــ ــــــــ ــــــ ــــــــ ــــ ــــــ ــــــــ ــــ ــــــ ــــــــ ــــــ ــــ ــــــــ ــــــ ــــــــ ــــ ــــــ ــــ ــــــــ ــــــ ــــ ــــــــ ــــــ ــــــــ ــــ ــــــ ــــــــ ــــ ــــــ ــــــــ ــــــ ــــ ــــــــ ــــــ ــــــــ ــــ ــــــ ــــ ــــــــ ــــــ ــــ ــــــــ ــــــ ــــــــ ــــ ــــــ ــــــــ ــــ ــــــ ــــــــ ــــــ ــــ ــــــــ ــــــ ــــــــ ــــ ــــــ ــــ ــــــــ ــــــ ــــ ــــــــ ــــــ ــــــــ ــــ ــــــ ــــــــ ــــ ــــــ ــــــــ ــــــ ــــ ــــــــ ــــــ ــــــــ ــــ ــــــ ــــ ــــــــ ــــــ ــــ ــــــــ ــــــ ــــــــ ــــ ــــــ ــــــــ ــــ ــــــ ــــــــ ــــــ ــــ ــــــــ ــــــ ــــــــ ــــ ــــــ ــــ ــــــــ ــــــ ــــ ــــــــ ــــــ ــــــــ ــــ ــــــ ــــــــ ــــ ــــــ ــــــــ ــــــ ــــ ــــــــ ــــــ ــــــــ ــــ ــــــ ــــ ــــــــ ــــــ ــــ ــــــــ ــــــ ــــــــ ــــ ــــــ ــــــــ ــــ ــــــ ــــــــ ــــــ ــــ ــــــــ ــــــ ــــــــ ــــ ــــــ ــــ ــــــــ ــــــ ــــ ــــــــ ــــــ ــــــــ ــــ ــــــ ــــــــ ــــ ــــــ ــــــــ ــــــ ــــ ــــــــ ــــــ ــــــــ ــــ ــــــ ــــ ــــــــ ــــــ ــــ ــــــــ ــــــ ــــــــ ــــ ــــــ ــــــــ ــــ ــــــ ــــــــ ــــــ ــــ ــــــــ ــــــ ــــــــ ــــ ــــــ ــــ xyxy=(337,144,417,284)
main-story-col-3: ــــ ــــــ ــــــــ ــــــ ــــــ ــــ ــــــــ ــــــ ــــــــ ــــ ــــــ ــــ ــــــــ ــــــ ــــ ــــــــ ــــــ ــــــــ ــــ ــــــ ــــــــ ــــ ــــــ ــــــــ ــــــ ــــ ــــــــ ــــــ ــــــــ ــــ ــــــ ــــ ــــــــ ــــــ ــــ ــــــــ ــــــ ــــــــ ــــ ــــــ ــــــــ ــــ ــــــ ــــــــ ــــــ ــــ ــــــــ ــــــ ــــــــ ــــ ــــــ ــــ ــــــــ ــــــ ــــ ــــــــ ــــــ ــــــــ ــــ ــــــ ــــــــ ــــ ــــــ ــــــــ ــــــ ــــ ــــــــ ــــــ ــــــــ ــــ ــــــ ــــ ــــــــ ــــــ ــــ ــــــــ ــــــ ــــــــ ــــ ــــــ ــــــــ ــــ ــــــ ــــــــ ــــــ ــــ ــــــــ ــــــ ــــــــ ــــ ــــــ ــــ ــــــــ ــــــ ــــ ــــــــ ــــــ ــــــــ ــــ ــــــ ــــــــ ــــ ــــــ ــــــــ ــــــ ــــ ــــــــ ــــــ ــــــــ ــــ ــــــ ــــ ــــــــ ــــــ ــــ ــــــــ ــــــ ــــــــ ــــ ــــــ ــــــــ ــــ ــــــ ــــــــ ــــــ ــــ ــــــــ ــــــ ــــــــ ــــ ــــــ ــــ ــــــــ ــــــ ــــ ــــــــ ــــــ ــــــــ ــــ ــــــ ــــــــ ــــ ــــــ ــــــــ ــــــ ــــ ــــــــ ــــــ ــــــــ ــــ ــــــ ــــ ــــــــ ــــــ ــــ ــــــــ ــــــ ــــــــ ــــ ــــــ ــــــــ ــــ ــــــ ــــــــ ــــــ ــــ ــــــــ ــــــ ــــــــ ــــ ــــــ ــــ ــــــــ ــــــ ــــ ــــــــ ــــــ ــــــــ ــــ ــــــ ــــــــ ــــ ــــــ ــــــــ ــــــ ــــ ــــــــ ــــــ ــــــــ ــــ ــــــ ــــ xyxy=(424,144,508,277)
left-body-2: ــــــ ــــــــ ــــ ــــــ ــــــــ ــــــ ــــ ــــــــ ــــــ ــــــــ ــــ ــــــ ــــــــ ــــــ ــــ ــــــــ ــــــ ــــــــ ــــ ــــــ ــــــــ ــــــ ــــ ــــــــ ــــــ ــــــــ ــــ ــــــ ــــــــ ــــــ ــــ ــــــــ ــــــ ــــــــ ــــ ــــــ ــــــــ ــــــ ــــ ــــــــ ــــــ ــــــــ ــــ ــــــ ــــــــ ــــــ ــــ ــــــــ ــــــ ــــــــ ــــ ــــــ ــــــــ ــــــ ــــ ــــــــ ــــــ ــــــــ ــــ ــــــ ــــــــ ــــــ ــــ ــــــــ ــــــ ــــــــ ــــ ــــــ ــــــــ ــــــ ــــ ــــــــ ــــــ ــــــــ ــــ ــــــ ــــــــ ــــــ ــــ ــــــــ ــــــ ــــــــ ــــ ــــــ ــــــــ ــــــ ــــ ــــــــ ــــــ ــــــــ ــــ ــــــ ــــــــ ــــــ ــــ ــــــــ ــــــ ــــــــ ــــ ــــــ ــــــــ ــــــ ــــ ــــــــ ــــــ ــــــــ ــــ ــــــ ــــــــ ــــــ ــــ ــــــــ ــــــ ــــــــ ــــ ــــــ ــــــــ ــــــ ــــ ــــــــ ــــــ ــــــــ ــــ ــــــ ــــــــ ــــــ ــــ ــــــــ ــــــ ــــــــ ــــ ــــــ ــــــــ ــــــ ــــ ــــــــ ــــــ ــــــــ ــــ ــــــ ــــــــ ــــــ ــــ ــــــــ ــــــ ــــــــ ــــ ــــــ ــــــــ ــــــ ــــ ــــــــ ــــــ ــــــــ ــــ ــــــ ــــــــ ــــــ ــــ ــــــــ ــــــ ــــــــ ــــ ــــــ ــــــــ ــــــ ــــ xyxy=(12,248,118,339)
report-body-column: ــــ ــــــ ــــــــ ــــــ ــــــ ــــ ــــــــ ــــــ ــــــــ ــــ ــــ ــــــ ــــــــ ــــــ ــــــ ــــ ــــــــ ــــــ ــــــــ ــــ ــــ ــــــ ــــــــ ــــــ ــــــ ــــ ــــــــ ــــــ ــــــــ ــــ ــــ ــــــ ــــــــ ــــــ ــــــ ــــ ــــــــ ــــــ ــــــــ ــــ ــــ ــــــ ــــــــ ــــــ ــــــ ــــ ــــــــ ــــــ ــــــــ ــــ ــــ ــــــ ــــــــ ــــــ ــــــ ــــ ــــــــ ــــــ ــــــــ ــــ ــــ ــــــ ــــــــ ــــــ ــــــ ــــ ــــــــ ــــــ ــــــــ ــــ ــــ ــــــ ــــــــ ــــــ ــــــ ــــ ــــــــ ــــــ ــــــــ ــــ ــــ ــــــ ــــــــ ــــــ ــــــ ــــ ــــــــ ــــــ ــــــــ ــــ ــــ ــــــ ــــــــ ــــــ ــــــ ــــ ــــــــ ــــــ ــــــــ ــــ ــــ ــــــ ــــــــ ــــــ ــــــ ــــ ــــــــ ــــــ ــــــــ ــــ ــــ ــــــ ــــــــ ــــــ ــــــ ــــ ــــــــ ــــــ ــــــــ ــــ ــــ ــــــ ــــــــ ــــــ ــــــ ــــ ــــــــ ــــــ ــــــــ ــــ ــــ ــــــ ــــــــ ــــــ ــــــ ــــ ــــــــ ــــــ ــــــــ ــــ ــــ ــــــ ــــــــ ــــــ ــــــ ــــ ــــــــ ــــــ ــــــــ ــــ ــــ ــــــ ــــــــ ــــــ ــــــ ــــ ــــــــ ــــــ ــــــــ ــــ ــــ ــــــ ــــــــ ــــــ ــــــ ــــ ــــــــ ــــــ ــــــــ ــــ ــــ ــــــ ــــــــ ــــــ ــــــ ــــ ــــــــ ــــــ ــــــــ ــــ ــــ ــــــ ــــــــ ــــــ ــــــ ــــ ــــــــ ــــــ ــــــــ ــــ ــــ ــــــ ــــــــ ــــــ ــــــ ــــ ــــــــ ــــــ ــــــــ ــــ ــــ ــــــ ــــــــ ــــــ ــــــ ــــ ــــــــ ــــــ ــــــــ ــــ ــــ ــــــ ــــــــ ــــــ ــــــ ــــ ــــــــ ــــــ ــــــــ ــــ ــــ ــــــ ــــــــ ــــــ ــــــ ــــ ــــــــ ــــــ ــــــــ ــــ ــــ ــــــ ــــــــ ــــــ ــــــ ــــ ــــــــ ــــــ ــــــــ ــــ ــــ ــــــ ــــــــ ــــــ ــــــ ــــ ــــــــ ــــــ ــــــــ ــــ ــــ ــــــ ــــــــ ــــــ ــــــ ــــ ــــــــ ــــــ ــــــــ ــــ ــــ ــــــ ــــــــ ــــــ ــــــ ــــ ــــــــ ــــــ ــــــــ ــــ ــــ ــــــ ــــــــ ــــــ ــــــ ــــ ــــــــ ــــــ ــــــــ ــــ ــــ ــــــ ــــــــ ــــــ ــــــ ــــ ــــــــ ــــــ ــــــــ ــــ ــــ ــــــ ــــــــ ــــــ ــــــ ــــ ــــــــ ــــــ ــــــــ ــــ ــــ ــــــ ــــــــ ــــــ ــــــ ــــ ــــــــ ــــــ ــــــــ ــــ ــــ ــــــ ــــــــ ــــــ ــــــ ــــ ــــــــ ــــــ ــــــــ ــــ ــــ ــــــ ــــــــ ــــــ ــــــ ــــ ــــــــ ــــــ ــــــــ ــــ ــــ ــــــ ــــــــ ــــــ ــــــ ــــ ــــــــ ــــــ ــــــــ ــــ ــــ ــــــ ــــــــ ــــــ ــــــ ــــ ــــــــ ــــــ ــــــــ ــــ ــــ ــــــ ــــــــ ــــــ ــــــ ــــ ــــــــ ــــــ ــــــــ ــــ ــــ ــــــ ــــــــ ــــــ ــــــ ــــ ــــــــ ــــــ ــــــــ ــــ ــــ ــــــ ــــــــ ــــــ ــــــ ــــ ــــــــ ــــــ ــــــــ ــــ ــــ ــــــ ــــــــ ــــــ ــــــ ــــ ــــــــ ــــــ ــــــــ ــــ ــــ ــــــ ــــــــ ــــــ ــــــ ــــ ــــــــ ــــــ ــــــــ ــــ ــــ ــــــ ــــــــ ــــــ ــــــ ــــ ــــــــ ــــــ ــــــــ ــــ ــــ ــــــ ــــــــ ــــــ ــــــ ــــ ــــــــ ــــــ ــــــــ ــــ ــــ ــــــ ــــــــ ــــــ ــــــ ــــ ــــــــ ــــــ ــــــــ ــــ ــــ ــــــ ــــــــ ــــــ ــــــ ــــ ــــــــ ــــــ ــــــــ ــــ ــــ ــــــ ــــــــ ــــــ ــــــ ــــ ــــــــ ــــــ ــــــــ ــــ ــــ ــــــ ــــــــ ــــــ ــــــ ــــ ــــــــ ــــــ ــــــــ ــــ ــــ ــــــ ــــــــ ــــــ ــــــ ــــ ــــــــ ــــــ ــــــــ ــــ ــــ ــــــ ــــــــ ــــــ ــــــ ــــ ــــــــ ــــــ ــــــــ ــــ ــــ ــــــ ــــــــ ــــــ ــــــ ــــ ــــــــ ــــــ ــــــــ ــــ ــــ ــــــ ــــــــ ــــــ ــــــ ــــ ــــــــ ــــــ ــــــــ ــــ ــــ ــــــ ــــــــ ــــــ ــــــ ــــ ــــــــ ــــــ ــــــــ ــــ ــــ ــــــ ــــــــ ــــــ ــــــ ــــ ــــــــ ــــــ ــــــــ ــــ ــــ ــــــ ــــــــ ــــــ ــــــ ــــ ــــــــ ــــــ ــــــــ ــــ ــــ ــــــ ــــــــ ــــــ ــــــ ــــ ــــــــ ــــــ ــــــــ ــــ ــــ ــــــ ــــــــ ــــــ ــــــ ــــ ــــــــ ــــــ ــــــــ ــــ ــــ ــــــ ــــــــ ــــــ ــــــ ــــ ــــــــ ــــــ ــــــــ ــــ ــــ ــــــ ــــــــ ــــــ ــــــ ــــ ــــــــ ــــــ ــــــــ ــــ ــــ ــــــ ــــــــ ــــــ ــــــ ــــ ــــــــ ــــــ ــــــــ ــــ ــــ ــــــ ــــــــ ــــــ ــــــ ــــ ــــــــ ــــــ ــــــــ ــــ ــــ ــــــ ــــــــ ــــــ ــــــ ــــ ــــــــ ــــــ ــــــــ ــــ ــــ ــــــ ــــــــ ــــــ ــــــ ــــ ــــــــ ــــــ ــــــــ ــــ ــــ ــــــ ــــــــ ــــــ ــــــ ــــ ــــــــ ــــــ ــــــــ ــــ ــــ ــــــ ــــــــ ــــــ ــــــ ــــ ــــــــ ــــــ ــــــــ ــــ ــــ ــــــ ــــــــ ــــــ ــــــ ــــ ــــــــ ــــــ ــــــــ ــــ ــــ ــــــ ــــــــ ــــــ ــــــ ــــ ــــــــ ــــــ ــــــــ ــــ ــــ ــــــ ــــــــ ــــــ ــــــ ــــ ــــــــ ــــــ ــــــــ ــــ ــــ ــــــ ــــــــ ــــــ ــــــ ــــ ــــــــ ــــــ ــــــــ ــــ ــــ ــــــ ــــــــ ــــــ ــــــ ــــ ــــــــ ــــــ ــــــــ ــــ ــــ ــــــ ــــــــ ــــــ ــــــ ــــ ــــــــ ــــــ ــــــــ ــــ ــــ ــــــ ــــــــ ــــــ ــــــ ــــ ــــــــ ــــــ ــــــــ ــــ xyxy=(344,600,448,977)
main-headline: بهره‌برداری از خط انتقال آب «لوارک، سوهانک» آغاز می‌شود xyxy=(172,77,486,121)
report-body-column: ــــ ــــــ ــــــــ ــــــ ــــــ ــــ ــــــــ ــــــ ــــــــ ــــ ــــ ــــــ ــــــــ ــــــ ــــــ ــــ ــــــــ ــــــ ــــــــ ــــ ــــ ــــــ ــــــــ ــــــ ــــــ ــــ ــــــــ ــــــ ــــــــ ــــ ــــ ــــــ ــــــــ ــــــ ــــــ ــــ ــــــــ ــــــ ــــــــ ــــ ــــ ــــــ ــــــــ ــــــ ــــــ ــــ ــــــــ ــــــ ــــــــ ــــ ــــ ــــــ ــــــــ ــــــ ــــــ ــــ ــــــــ ــــــ ــــــــ ــــ ــــ ــــــ ــــــــ ــــــ ــــــ ــــ ــــــــ ــــــ ــــــــ ــــ ــــ ــــــ ــــــــ ــــــ ــــــ ــــ ــــــــ ــــــ ــــــــ ــــ ــــ ــــــ ــــــــ ــــــ ــــــ ــــ ــــــــ ــــــ ــــــــ ــــ ــــ ــــــ ــــــــ ــــــ ــــــ ــــ ــــــــ ــــــ ــــــــ ــــ ــــ ــــــ ــــــــ ــــــ ــــــ ــــ ــــــــ ــــــ ــــــــ ــــ ــــ ــــــ ــــــــ ــــــ ــــــ ــــ ــــــــ ــــــ ــــــــ ــــ ــــ ــــــ ــــــــ ــــــ ــــــ ــــ ــــــــ ــــــ ــــــــ ــــ ــــ ــــــ ــــــــ ــــــ ــــــ ــــ ــــــــ ــــــ ــــــــ ــــ ــــ ــــــ ــــــــ ــــــ ــــــ ــــ ــــــــ ــــــ ــــــــ ــــ ــــ ــــــ ــــــــ ــــــ ــــــ ــــ ــــــــ ــــــ ــــــــ ــــ ــــ ــــــ ــــــــ ــــــ ــــــ ــــ ــــــــ ــــــ ــــــــ ــــ ــــ ــــــ ــــــــ ــــــ ــــــ ــــ ــــــــ ــــــ ــــــــ ــــ ــــ ــــــ ــــــــ ــــــ ــــــ ــــ ــــــــ ــــــ ــــــــ ــــ ــــ ــــــ ــــــــ ــــــ ــــــ ــــ ــــــــ ــــــ ــــــــ ــــ ــــ ــــــ ــــــــ ــــــ ــــــ ــــ ــــــــ ــــــ ــــــــ ــــ ــــ ــــــ ــــــــ ــــــ ــــــ ــــ ــــــــ ــــــ ــــــــ ــــ ــــ ــــــ ــــــــ ــــــ ــــــ ــــ ــــــــ ــــــ ــــــــ ــــ ــــ ــــــ ــــــــ ــــــ ــــــ ــــ ــــــــ ــــــ ــــــــ ــــ ــــ ــــــ ــــــــ ــــــ ــــــ ــــ ــــــــ ــــــ ــــــــ ــــ ــــ ــــــ ــــــــ ــــــ ــــــ ــــ ــــــــ ــــــ ــــــــ ــــ ــــ ــــــ ــــــــ ــــــ ــــــ ــــ ــــــــ ــــــ ــــــــ ــــ ــــ ــــــ ــــــــ ــــــ ــــــ ــــ ــــــــ ــــــ ــــــــ ــــ ــــ ــــــ ــــــــ ــــــ ــــــ ــــ ــــــــ ــــــ ــــــــ ــــ ــــ ــــــ ــــــــ ــــــ ــــــ ــــ ــــــــ ــــــ ــــــــ ــــ ــــ ــــــ ــــــــ ــــــ ــــــ ــــ ــــــــ ــــــ ــــــــ ــــ ــــ ــــــ ــــــــ ــــــ ــــــ ــــ ــــــــ ــــــ ــــــــ ــــ ــــ ــــــ ــــــــ ــــــ ــــــ ــــ ــــــــ ــــــ ــــــــ ــــ ــــ ــــــ ــــــــ ــــــ ــــــ ــــ ــــــــ ــــــ ــــــــ ــــ ــــ ــــــ ــــــــ ــــــ ــــــ ــــ ــــــــ ــــــ ــــــــ ــــ ــــ ــــــ ــــــــ ــــــ ــــــ ــــ ــــــــ ــــــ ــــــــ ــــ ــــ ــــــ ــــــــ ــــــ ــــــ ــــ ــــــــ ــــــ ــــــــ ــــ ــــ ــــــ ــــــــ ــــــ ــــــ ــــ ــــــــ ــــــ ــــــــ ــــ ــــ ــــــ ــــــــ ــــــ ــــــ ــــ ــــــــ ــــــ ــــــــ ــــ ــــ ــــــ ــــــــ ــــــ ــــــ ــــ ــــــــ ــــــ ــــــــ ــــ ــــ ــــــ ــــــــ ــــــ ــــــ ــــ ــــــــ ــــــ ــــــــ ــــ ــــ ــــــ ــــــــ ــــــ ــــــ ــــ ــــــــ ــــــ ــــــــ ــــ ــــ ــــــ ــــــــ ــــــ ــــــ ــــ ــــــــ ــــــ ــــــــ ــــ ــــ ــــــ ــــــــ ــــــ ــــــ ــــ ــــــــ ــــــ ــــــــ ــــ ــــ ــــــ ــــــــ ــــــ ــــــ ــــ ــــــــ ــــــ ــــــــ ــــ ــــ ــــــ ــــــــ ــــــ ــــــ ــــ ــــــــ ــــــ ــــــــ ــــ ــــ ــــــ ــــــــ ــــــ ــــــ ــــ ــــــــ ــــــ ــــــــ ــــ ــــ ــــــ ــــــــ ــــــ ــــــ ــــ ــــــــ ــــــ ــــــــ ــــ ــــ ــــــ ــــــــ ــــــ ــــــ ــــ ــــــــ ــــــ ــــــــ ــــ ــــ ــــــ ــــــــ ــــــ ــــــ ــــ ــــــــ ــــــ ــــــــ ــــ ــــ ــــــ ــــــــ ــــــ ــــــ ــــ ــــــــ ــــــ ــــــــ ــــ ــــ ــــــ ــــــــ ــــــ ــــــ ــــ ــــــــ ــــــ ــــــــ ــــ ــــ ــــــ ــــــــ ــــــ ــــــ ــــ ــــــــ ــــــ ــــــــ ــــ ــــ ــــــ ــــــــ ــــــ ــــــ ــــ ــــــــ ــــــ ــــــــ ــــ ــــ ــــــ ــــــــ ــــــ ــــــ ــــ ــــــــ ــــــ ــــــــ ــــ ــــ ــــــ ــــــــ ــــــ ــــــ ــــ ــــــــ ــــــ ــــــــ ــــ ــــ ــــــ ــــــــ ــــــ ــــــ ــــ ــــــــ ــــــ ــــــــ ــــ ــــ ــــــ ــــــــ ــــــ ــــــ ــــ ــــــــ ــــــ ــــــــ ــــ ــــ ــــــ ــــــــ ــــــ ــــــ ــــ ــــــــ ــــــ ــــــــ ــــ ــــ ــــــ ــــــــ ــــــ ــــــ ــــ ــــــــ ــــــ ــــــــ ــــ ــــ ــــــ ــــــــ ــــــ ــــــ ــــ ــــــــ ــــــ ــــــــ ــــ ــــ ــــــ ــــــــ ــــــ ــــــ ــــ ــــــــ ــــــ ــــــــ ــــ ــــ ــــــ ــــــــ ــــــ ــــــ ــــ ــــــــ ــــــ ــــــــ ــــ ــــ ــــــ ــــــــ ــــــ ــــــ ــــ ــــــــ ــــــ ــــــــ ــــ ــــ ــــــ ــــــــ ــــــ ــــــ ــــ ــــــــ ــــــ ــــــــ ــــ ــــ ــــــ ــــــــ ــــــ ــــــ ــــ ــــــــ ــــــ ــــــــ ــــ ــــ ــــــ ــــــــ ــــــ ــــــ ــــ ــــــــ ــــــ ــــــــ ــــ ــــ ــــــ ــــــــ ــــــ ــــــ ــــ ــــــــ ــــــ ــــــــ ــــ ــــ ــــــ ــــــــ ــــــ ــــــ ــــ ــــــــ ــــــ ــــــــ ــــ ــــ ــــــ ــــــــ ــــــ ــــــ ــــ ــــــــ ــــــ ــــــــ ــــ xyxy=(14,600,118,977)
left-heading-1: اجلاس کشورهای صادرکننده گاز xyxy=(14,62,116,70)
canal-aerial-photo xyxy=(123,144,247,340)
report-body-column: ــــ ــــــ ــــــــ ــــــ ــــــ ــــ ــــــــ ــــــ ــــــــ ــــ ــــ ــــــ ــــــــ ــــــ ــــــ ــــ ــــــــ ــــــ ــــــــ ــــ ــــ ــــــ ــــــــ ــــــ ــــــ ــــ ــــــــ ــــــ ــــــــ ــــ ــــ ــــــ ــــــــ ــــــ ــــــ ــــ ــــــــ ــــــ ــــــــ ــــ ــــ ــــــ ــــــــ ــــــ ــــــ ــــ ــــــــ ــــــ ــــــــ ــــ ــــ ــــــ ــــــــ ــــــ ــــــ ــــ ــــــــ ــــــ ــــــــ ــــ ــــ ــــــ ــــــــ ــــــ ــــــ ــــ ــــــــ ــــــ ــــــــ ــــ ــــ ــــــ ــــــــ ــــــ ــــــ ــــ ــــــــ ــــــ ــــــــ ــــ ــــ ــــــ ــــــــ ــــــ ــــــ ــــ ــــــــ ــــــ ــــــــ ــــ ــــ ــــــ ــــــــ ــــــ ــــــ ــــ ــــــــ ــــــ ــــــــ ــــ ــــ ــــــ ــــــــ ــــــ ــــــ ــــ ــــــــ ــــــ ــــــــ ــــ ــــ ــــــ ــــــــ ــــــ ــــــ ــــ ــــــــ ــــــ ــــــــ ــــ ــــ ــــــ ــــــــ ــــــ ــــــ ــــ ــــــــ ــــــ ــــــــ ــــ ــــ ــــــ ــــــــ ــــــ ــــــ ــــ ــــــــ ــــــ ــــــــ ــــ ــــ ــــــ ــــــــ ــــــ ــــــ ــــ ــــــــ ــــــ ــــــــ ــــ ــــ ــــــ ــــــــ ــــــ ــــــ ــــ ــــــــ ــــــ ــــــــ ــــ ــــ ــــــ ــــــــ ــــــ ــــــ ــــ ــــــــ ــــــ ــــــــ ــــ ــــ ــــــ ــــــــ ــــــ ــــــ ــــ ــــــــ ــــــ ــــــــ ــــ ــــ ــــــ ــــــــ ــــــ ــــــ ــــ ــــــــ ــــــ ــــــــ ــــ ــــ ــــــ ــــــــ ــــــ ــــــ ــــ ــــــــ ــــــ ــــــــ ــــ ــــ ــــــ ــــــــ ــــــ ــــــ ــــ ــــــــ ــــــ ــــــــ ــــ ــــ ــــــ ــــــــ ــــــ ــــــ ــــ ــــــــ ــــــ ــــــــ ــــ ــــ ــــــ ــــــــ ــــــ ــــــ ــــ ــــــــ ــــــ ــــــــ ــــ ــــ ــــــ ــــــــ ــــــ ــــــ ــــ ــــــــ ــــــ ــــــــ ــــ ــــ ــــــ ــــــــ ــــــ ــــــ ــــ ــــــــ ــــــ ــــــــ ــــ ــــ ــــــ ــــــــ ــــــ ــــــ ــــ ــــــــ ــــــ ــــــــ ــــ ــــ ــــــ ــــــــ ــــــ ــــــ ــــ ــــــــ ــــــ ــــــــ ــــ ــــ ــــــ ــــــــ ــــــ ــــــ ــــ ــــــــ ــــــ ــــــــ ــــ ــــ ــــــ ــــــــ ــــــ ــــــ ــــ ــــــــ ــــــ ــــــــ ــــ ــــ ــــــ ــــــــ ــــــ ــــــ ــــ ــــــــ ــــــ ــــــــ ــــ ــــ ــــــ ــــــــ ــــــ ــــــ ــــ ــــــــ ــــــ ــــــــ ــــ ــــ ــــــ ــــــــ ــــــ ــــــ ــــ ــــــــ ــــــ ــــــــ ــــ ــــ ــــــ ــــــــ ــــــ ــــــ ــــ ــــــــ ــــــ ــــــــ ــــ ــــ ــــــ ــــــــ ــــــ ــــــ ــــ ــــــــ ــــــ ــــــــ ــــ ــــ ــــــ ــــــــ ــــــ ــــــ ــــ ــــــــ ــــــ ــــــــ ــــ ــــ ــــــ ــــــــ ــــــ ــــــ ــــ ــــــــ ــــــ ــــــــ ــــ ــــ ــــــ ــــــــ ــــــ ــــــ ــــ ــــــــ ــــــ ــــــــ ــــ ــــ ــــــ ــــــــ ــــــ ــــــ ــــ ــــــــ ــــــ ــــــــ ــــ ــــ ــــــ ــــــــ ــــــ ــــــ ــــ ــــــــ ــــــ ــــــــ ــــ ــــ ــــــ ــــــــ ــــــ ــــــ ــــ ــــــــ ــــــ ــــــــ ــــ ــــ ــــــ ــــــــ ــــــ ــــــ ــــ ــــــــ ــــــ ــــــــ ــــ ــــ ــــــ ــــــــ ــــــ ــــــ ــــ ــــــــ ــــــ ــــــــ ــــ ــــ ــــــ ــــــــ ــــــ ــــــ ــــ ــــــــ ــــــ ــــــــ ــــ ــــ ــــــ ــــــــ ــــــ ــــــ ــــ ــــــــ ــــــ ــــــــ ــــ ــــ ــــــ ــــــــ ــــــ ــــــ ــــ ــــــــ ــــــ ــــــــ ــــ ــــ ــــــ ــــــــ ــــــ ــــــ ــــ ــــــــ ــــــ ــــــــ ــــ ــــ ــــــ ــــــــ ــــــ ــــــ ــــ ــــــــ ــــــ ــــــــ ــــ ــــ ــــــ ــــــــ ــــــ ــــــ ــــ ــــــــ ــــــ ــــــــ ــــ ــــ ــــــ ــــــــ ــــــ ــــــ ــــ ــــــــ ــــــ ــــــــ ــــ ــــ ــــــ ــــــــ ــــــ ــــــ ــــ ــــــــ ــــــ ــــــــ ــــ ــــ ــــــ ــــــــ ــــــ ــــــ ــــ ــــــــ ــــــ ــــــــ ــــ ــــ ــــــ ــــــــ ــــــ ــــــ ــــ ــــــــ ــــــ ــــــــ ــــ ــــ ــــــ ــــــــ ــــــ ــــــ ــــ ــــــــ ــــــ ــــــــ ــــ ــــ ــــــ ــــــــ ــــــ ــــــ ــــ ــــــــ ــــــ ــــــــ ــــ ــــ ــــــ ــــــــ ــــــ ــــــ ــــ ــــــــ ــــــ ــــــــ ــــ ــــ ــــــ ــــــــ ــــــ ــــــ ــــ ــــــــ ــــــ ــــــــ ــــ ــــ ــــــ ــــــــ ــــــ ــــــ ــــ ــــــــ ــــــ ــــــــ ــــ ــــ ــــــ ــــــــ ــــــ ــــــ ــــ ــــــــ ــــــ ــــــــ ــــ ــــ ــــــ ــــــــ ــــــ ــــــ ــــ ــــــــ ــــــ ــــــــ ــــ ــــ ــــــ ــــــــ ــــــ ــــــ ــــ ــــــــ ــــــ ــــــــ ــــ ــــ ــــــ ــــــــ ــــــ ــــــ ــــ ــــــــ ــــــ ــــــــ ــــ ــــ ــــــ ــــــــ ــــــ ــــــ ــــ ــــــــ ــــــ ــــــــ ــــ ــــ ــــــ ــــــــ ــــــ ــــــ ــــ ــــــــ ــــــ ــــــــ ــــ ــــ ــــــ ــــــــ ــــــ ــــــ ــــ ــــــــ ــــــ ــــــــ ــــ ــــ ــــــ ــــــــ ــــــ ــــــ ــــ ــــــــ ــــــ ــــــــ ــــ ــــ ــــــ ــــــــ ــــــ ــــــ ــــ ــــــــ ــــــ ــــــــ ــــ ــــ ــــــ ــــــــ ــــــ ــــــ ــــ ــــــــ ــــــ ــــــــ ــــ ــــ ــــــ ــــــــ ــــــ ــــــ ــــ ــــــــ ــــــ ــــــــ ــــ ــــ ــــــ ــــــــ ــــــ ــــــ ــــ ــــــــ ــــــ ــــــــ ــــ ــــ ــــــ ــــــــ ــــــ ــــــ ــــ ــــــــ ــــــ ــــــــ ــــ xyxy=(124,600,228,977)
water-story-body: ــــ ــــــ ــــــــ ــــــ ــــــ ــــ ــــــــ ــــــ ــــــــ ــــ ــــــ ــــ ــــــــ ــــــ ــــ ــــــــ ــــــ ــــــــ ــــ ــــــ ــــــــ ــــ ــــــ ــــــــ ــــــ ــــ ــــــــ ــــــ ــــــــ ــــ ــــــ ــــ ــــــــ ــــــ ــــ ــــــــ ــــــ ــــــــ ــــ ــــــ ــــــــ ــــ ــــــ ــــــــ ــــــ ــــ ــــــــ ــــــ ــــــــ ــــ ــــــ ــــ ــــــــ ــــــ ــــ ــــــــ ــــــ ــــــــ ــــ ــــــ ــــــــ ــــ ــــــ ــــــــ ــــــ ــــ ــــــــ ــــــ ــــــــ ــــ ــــــ ــــ ــــــــ ــــــ ــــ ــــــــ ــــــ ــــــــ ــــ ــــــ ــــــــ ــــ ــــــ ــــــــ ــــــ ــــ ــــــــ ــــــ ــــــــ ــــ ــــــ ــــ ــــــــ ــــــ ــــ ــــــــ ــــــ ــــــــ ــــ ــــــ ــــــــ ــــ ــــــ ــــــــ ــــــ ــــ ــــــــ ــــــ ــــــــ ــــ ــــــ ــــ ــــــــ ــــــ ــــ ــــــــ ــــــ ــــــــ ــــ ــــــ ــــــــ ــــ ــــــ ــــــــ ــــــ ــــ ــــــــ ــــــ ــــــــ ــــ ــــــ ــــ ــــــــ ــــــ ــــ ــــــــ ــــــ ــــــــ ــــ ــــــ ــــــــ ــــ ــــــ ــــــــ ــــــ ــــ ــــــــ ــــــ ــــــــ ــــ ــــــ ــــ ــــــــ ــــــ ــــ ــــــــ ــــــ ــــــــ ــــ ــــــ ــــــــ ــــ ــــــ ــــــــ ــــــ ــــ ــــــــ ــــــ ــــــــ ــــ ــــــ ــــ ــــــــ ــــــ ــــ ــــــــ ــــــ ــــــــ ــــ ــــــ ــــــــ ــــ ــــــ ــــــــ ــــــ ــــ ــــــــ ــــــ ــــــــ ــــ ــــــ ــــ ــــــــ ــــــ ــــ ــــــــ ــــــ ــــــــ ــــ ــــــ ــــــــ ــــ ــــــ ــــــــ ــــــ ــــ ــــــــ ــــــ ــــــــ ــــ ــــــ ــــ ــــــــ ــــــ ــــ ــــــــ ــــــ ــــــــ ــــ ــــــ ــــــــ ــــ ــــــ ــــــــ ــــــ ــــ ــــــــ ــــــ ــــــــ ــــ ــــــ ــــ xyxy=(254,470,508,524)
section-title-fa: انرژی xyxy=(358,27,392,41)
left-heading-3: مدیران کل روابط عمومی کشور در بوشهر جمع می‌شوند xyxy=(12,380,118,395)
